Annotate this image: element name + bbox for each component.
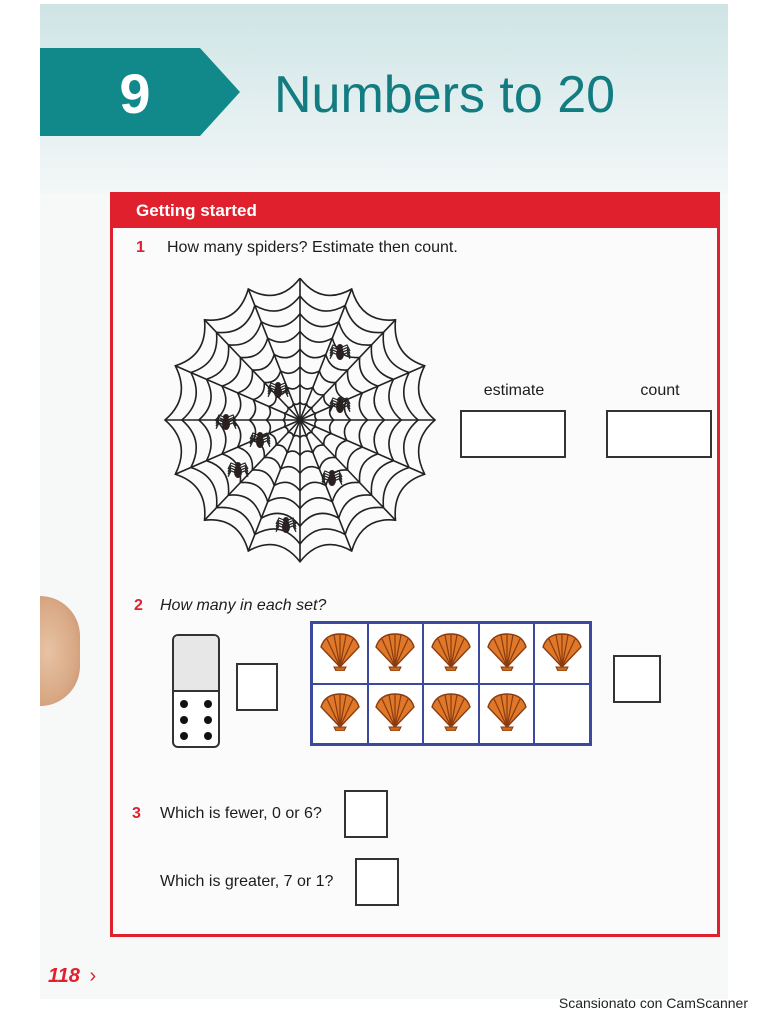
spider-head <box>275 382 281 388</box>
scallop-shell-icon <box>539 631 585 676</box>
ten-frame-cell <box>534 623 590 684</box>
fewer-answer-box[interactable] <box>344 790 388 838</box>
scallop-shell-icon <box>372 691 418 736</box>
spider-head <box>283 517 289 523</box>
domino-pip <box>180 732 188 740</box>
chevron-right-icon: › <box>89 965 97 987</box>
scallop-shell-icon <box>428 631 474 676</box>
ten-frame-cell <box>534 684 590 745</box>
domino-pip <box>204 732 212 740</box>
estimate-box[interactable] <box>460 410 566 458</box>
spider-head <box>223 414 229 420</box>
ten-frame-cell <box>479 684 535 745</box>
spider-head <box>329 470 335 476</box>
scanner-credit: Scansionato con CamScanner <box>558 995 748 1011</box>
scallop-shell-icon <box>484 691 530 736</box>
domino-top-half <box>174 636 218 690</box>
domino-pip <box>204 716 212 724</box>
domino-pip <box>180 700 188 708</box>
spider-head <box>337 344 343 350</box>
spider-head <box>235 462 241 468</box>
spider-web-icon <box>160 270 440 570</box>
chapter-title: Numbers to 20 <box>274 66 616 124</box>
ten-frame-cell <box>423 623 479 684</box>
question-2-text: How many in each set? <box>160 597 327 614</box>
spider-head <box>257 432 263 438</box>
count-label: count <box>640 382 680 399</box>
spider-icon <box>330 344 350 360</box>
ten-frame-cell <box>312 684 368 745</box>
ten-frame-cell <box>423 684 479 745</box>
question-3-text-b: Which is greater, 7 or 1? <box>160 873 334 890</box>
page-number <box>48 962 96 990</box>
scallop-shell-icon <box>428 691 474 736</box>
question-1-text: How many spiders? Estimate then count. <box>167 239 458 256</box>
spider-icon <box>228 462 248 478</box>
ten-frame-cell <box>368 623 424 684</box>
domino-answer-box[interactable] <box>236 663 278 711</box>
ten-frame-cell <box>479 623 535 684</box>
estimate-label: estimate <box>483 382 545 399</box>
question-3-text-a: Which is fewer, 0 or 6? <box>160 805 322 822</box>
question-3-number: 3 <box>132 805 141 822</box>
domino <box>172 634 220 748</box>
page-number-text: 118 <box>48 965 80 987</box>
spider-head <box>337 397 343 403</box>
question-1-number: 1 <box>136 239 145 256</box>
scallop-shell-icon <box>317 631 363 676</box>
domino-pip <box>204 700 212 708</box>
chapter-number: 9 <box>119 62 151 125</box>
count-box[interactable] <box>606 410 712 458</box>
domino-divider <box>174 690 218 692</box>
greater-answer-box[interactable] <box>355 858 399 906</box>
section-title: Getting started <box>136 201 257 220</box>
domino-pip <box>180 716 188 724</box>
scallop-shell-icon <box>484 631 530 676</box>
scallop-shell-icon <box>372 631 418 676</box>
scallop-shell-icon <box>317 691 363 736</box>
ten-frame-cell <box>368 684 424 745</box>
ten-frame-cell <box>312 623 368 684</box>
question-2-number: 2 <box>134 597 143 614</box>
ten-frame-answer-box[interactable] <box>613 655 661 703</box>
ten-frame <box>310 621 592 746</box>
